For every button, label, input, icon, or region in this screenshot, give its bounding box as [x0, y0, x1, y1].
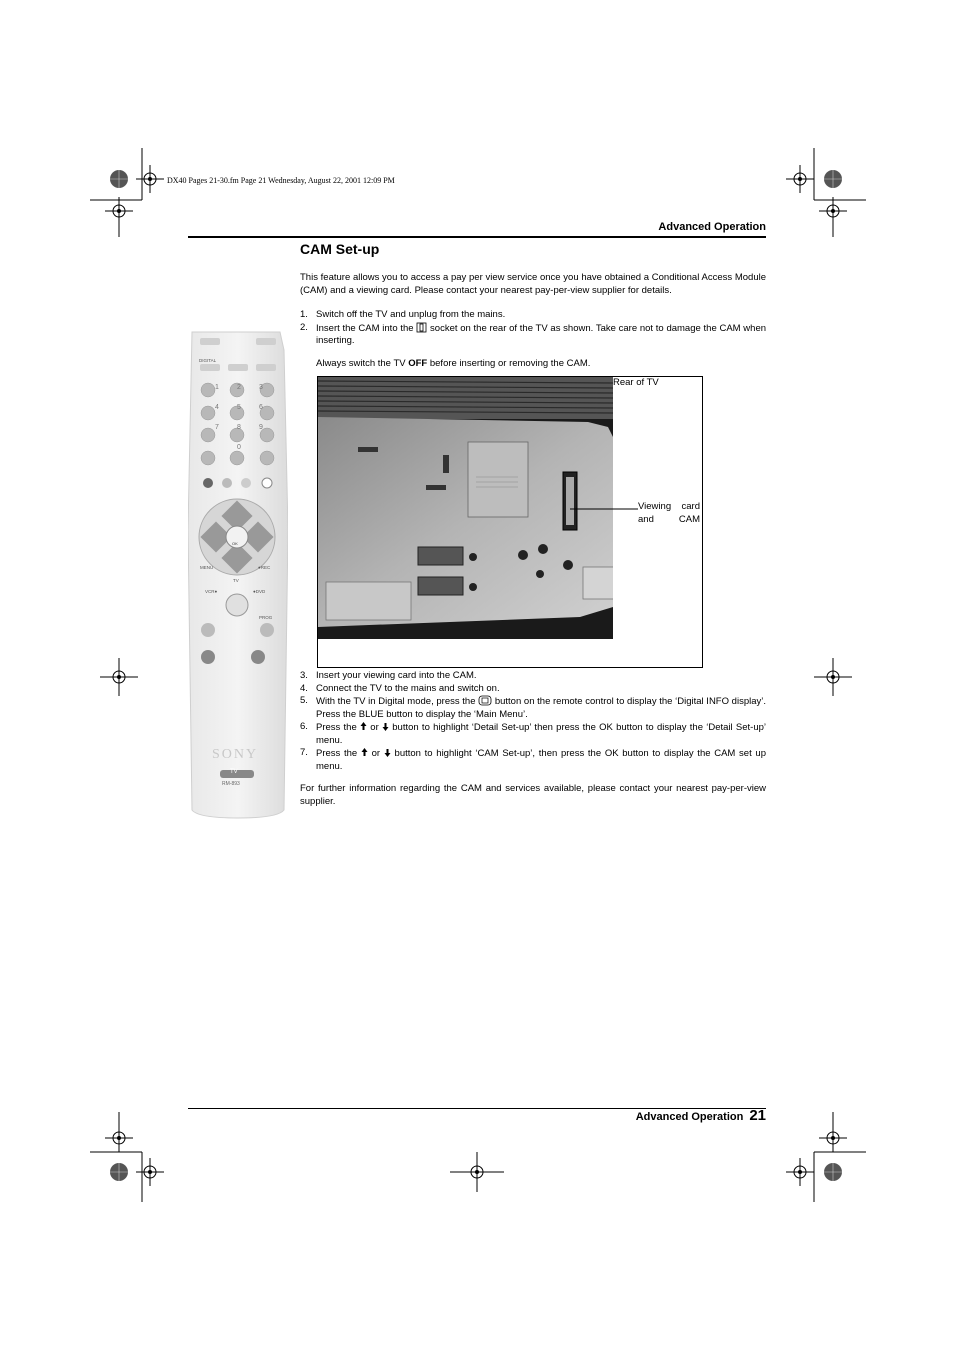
header-rule — [188, 236, 766, 238]
step-text: Insert your viewing card into the CAM. — [316, 670, 477, 681]
remote-tv-label: TV — [233, 578, 239, 583]
remote-digital-label: DIGITAL — [199, 358, 217, 363]
step-text: Press the — [316, 748, 358, 759]
up-arrow-icon — [361, 747, 368, 758]
remote-ok-label: OK — [232, 541, 238, 546]
closing-paragraph: For further information regarding the CAM and services available, please contact your nearest pay-per-view supplier. — [300, 783, 766, 807]
footer-section: Advanced Operation — [635, 1111, 744, 1123]
digit-label: 3 — [259, 384, 263, 391]
step-text: button to highlight ‘Detail Set-up’ then press the OK button to display the ‘Detail Set-up’ menu. — [316, 722, 767, 746]
note-text: before inserting or removing the CAM. — [427, 358, 591, 369]
step-text: Press the — [316, 722, 357, 733]
remote-prog-label: PROG — [259, 615, 273, 620]
file-slug: DX40 Pages 21-30.fm Page 21 Wednesday, August 22, 2001 12:09 PM — [167, 176, 395, 185]
label-rear-of-tv: Rear of TV — [613, 377, 659, 388]
page-title: CAM Set-up — [300, 241, 380, 257]
step-text: button on the remote control to display the ‘Digital INFO display’. Press the BLUE button to display the ‘Main Menu’. — [316, 696, 766, 720]
note-bold: OFF — [408, 358, 428, 369]
running-header: Advanced Operation — [658, 221, 766, 233]
digit-label: 8 — [237, 424, 241, 431]
step-text: or — [370, 722, 379, 733]
step-text: With the TV in Digital mode, press the — [316, 696, 476, 707]
digit-label: 4 — [215, 404, 219, 411]
caution-note — [300, 358, 766, 371]
step-text: button to highlight ‘CAM Set-up’, then press the OK button to display the CAM set up menu. — [316, 748, 767, 772]
step-number: 7. — [300, 747, 308, 758]
cam-slot-icon — [416, 322, 427, 333]
digit-label: 5 — [237, 404, 241, 411]
note-text: Always switch the TV — [316, 358, 409, 369]
step-text: Insert the CAM into the — [316, 322, 414, 334]
page-number: 21 — [749, 1107, 766, 1124]
step-1 — [300, 309, 766, 322]
digit-label: 2 — [237, 384, 241, 391]
remote-brand-logo: SONY — [212, 747, 259, 762]
step-5 — [300, 695, 766, 721]
down-arrow-icon — [382, 721, 389, 732]
step-text: or — [371, 748, 381, 759]
digit-label: 7 — [215, 424, 219, 431]
step-number: 6. — [300, 721, 308, 732]
remote-rec-label: ●REC — [258, 565, 271, 570]
step-number: 4. — [300, 682, 308, 694]
rear-tv-figure — [317, 376, 703, 668]
steps-first — [300, 309, 766, 348]
digit-label: 0 — [237, 444, 241, 451]
step-3 — [300, 670, 766, 683]
remote-mode-label: TV — [230, 769, 238, 775]
intro-paragraph: This feature allows you to access a pay per view service once you have obtained a Conditional Access Module (CAM) and a viewing card. Please contact your nearest pay-per-view supplier for details. — [300, 272, 766, 296]
remote-digit-labels — [206, 384, 272, 451]
remote-menu-label: MENU — [200, 565, 214, 570]
down-arrow-icon — [384, 747, 391, 758]
info-button-icon — [478, 695, 492, 706]
step-text: Connect the TV to the mains and switch on. — [316, 682, 500, 694]
digit-label: 9 — [259, 424, 263, 431]
up-arrow-icon — [360, 721, 367, 732]
digit-label: 1 — [215, 384, 219, 391]
step-6 — [300, 721, 766, 747]
remote-vcr-label: VCR● — [205, 589, 218, 594]
step-4 — [300, 683, 766, 696]
digit-label: 6 — [259, 404, 263, 411]
remote-model-label: RM-893 — [222, 781, 240, 787]
step-text: Switch off the TV and unplug from the mains. — [316, 309, 506, 320]
label-viewing-card: Viewing card and CAM — [638, 501, 700, 525]
page-footer — [636, 1107, 766, 1124]
steps-second — [300, 670, 766, 773]
step-number: 3. — [300, 670, 308, 681]
step-number: 5. — [300, 695, 308, 706]
step-7 — [300, 747, 766, 773]
remote-dvd-label: ●DVD — [253, 589, 266, 594]
step-number: 2. — [300, 321, 308, 333]
step-text: socket on the rear of the TV as shown. Take care not to damage the CAM when inserting. — [316, 322, 767, 346]
step-2 — [300, 322, 766, 348]
step-number: 1. — [300, 309, 308, 320]
